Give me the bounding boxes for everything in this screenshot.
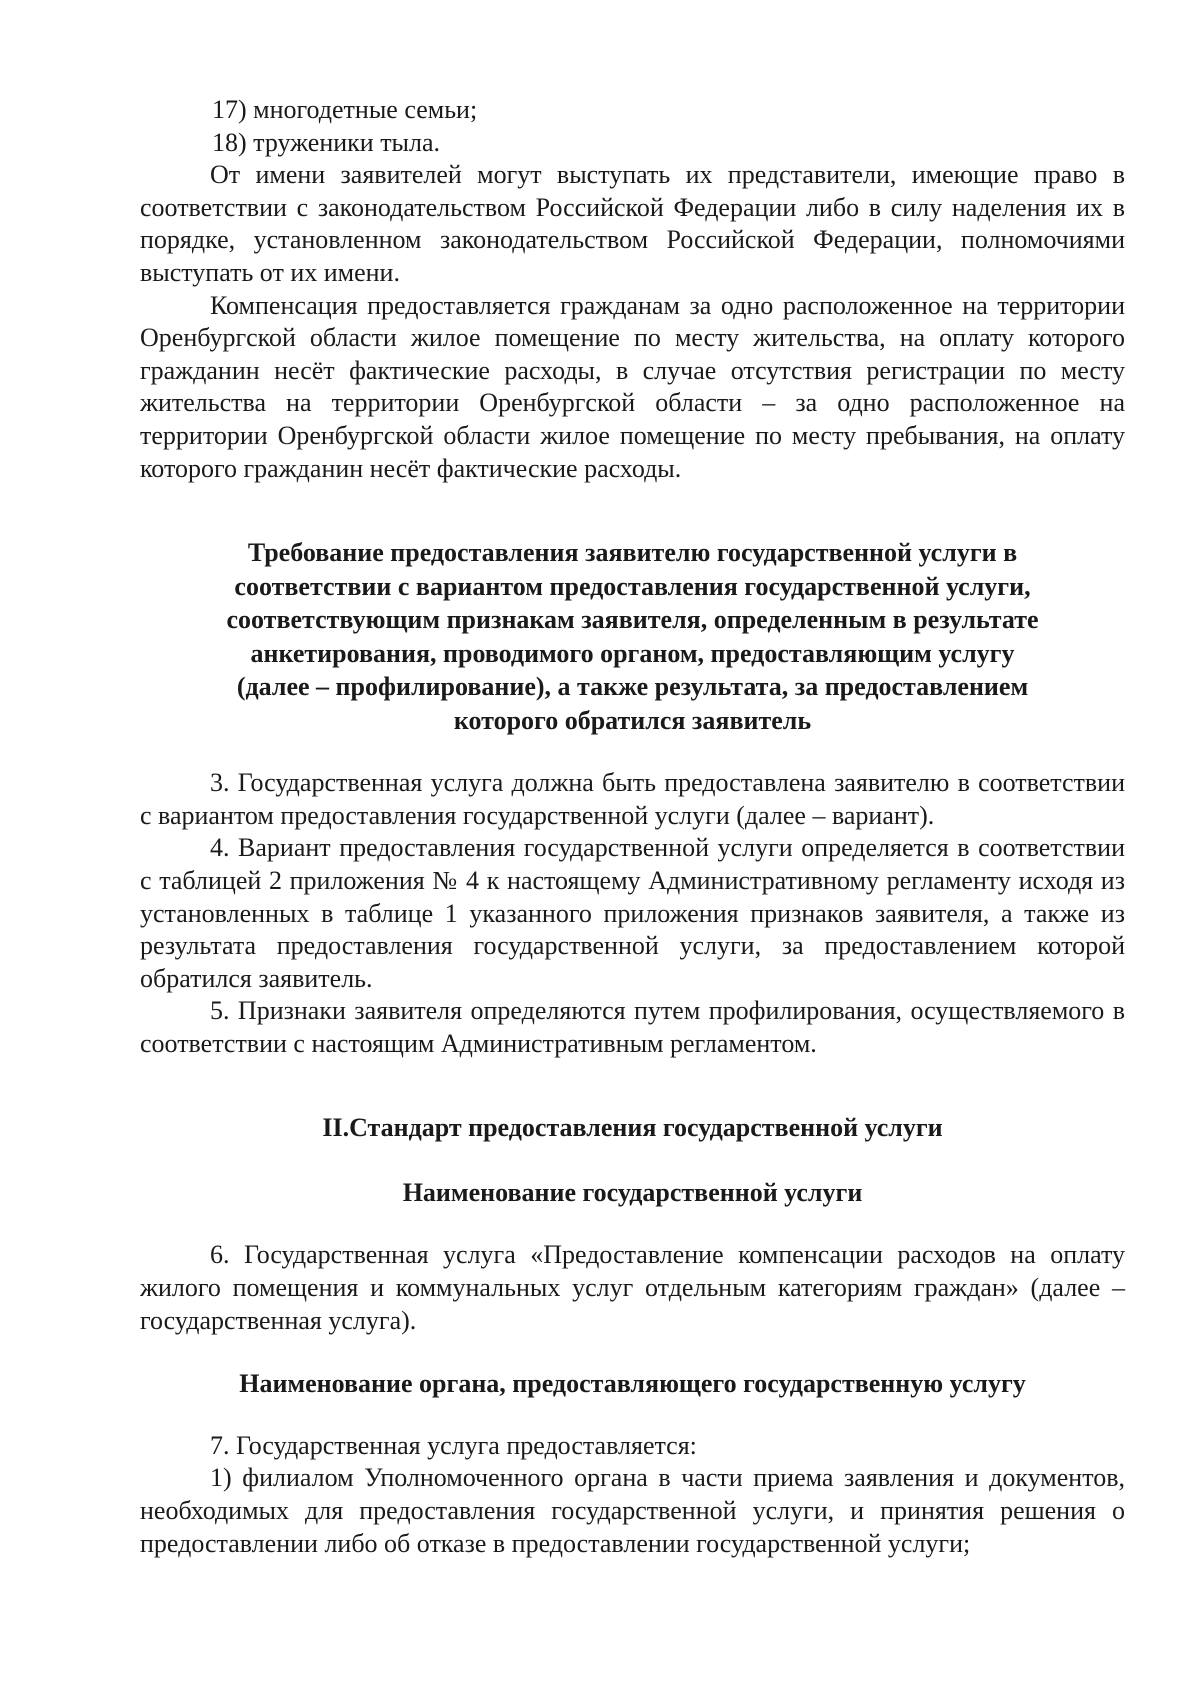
- heading-requirement-line: (далее – профилирование), а также результата, за предоставлением: [236, 672, 1029, 702]
- heading-requirement-line: соответствии с вариантом предоставления государственной услуги,: [234, 571, 1031, 601]
- section-title: II.Стандарт предоставления государственной услуги: [322, 1113, 943, 1143]
- spacer: [140, 737, 1125, 767]
- heading-requirement-line: соответствующим признакам заявителя, определенным в результате: [226, 605, 1039, 635]
- heading-requirement: [140, 536, 1125, 737]
- spacer: [140, 1145, 1125, 1176]
- paragraph-item-7-1: 1) филиалом Уполномоченного органа в части приема заявления и документов, необходимых для предоставления государственной услуги, и принятия решения о предоставлении либо об отказе в предоставлении государственной услуги;: [140, 1463, 1125, 1558]
- spacer: [140, 1337, 1125, 1367]
- document-body: [140, 94, 1125, 1560]
- paragraph-item-6: 6. Государственная услуга «Предоставление компенсации расходов на оплату жилого помещения и коммунальных услуг отдельным категориям граждан» (далее – государственная услуга).: [140, 1240, 1125, 1335]
- spacer: [140, 1209, 1125, 1239]
- spacer: [140, 485, 1125, 536]
- heading-requirement-line: анкетирования, проводимого органом, предоставляющим услугу: [250, 638, 1015, 668]
- list-item-17: 17) многодетные семьи;: [212, 95, 478, 124]
- list-item-18: 18) труженики тыла.: [212, 127, 441, 157]
- heading-authority: Наименование органа, предоставляющего государственную услугу: [239, 1369, 1026, 1399]
- paragraph-item-5: 5. Признаки заявителя определяются путем профилирования, осуществляемого в соответствии с настоящим Административным регламентом.: [140, 996, 1125, 1058]
- paragraph-item-4: 4. Вариант предоставления государственной услуги определяется в соответствии с таблицей 2 приложения № 4 к настоящему Административному регламенту исходя из установленных в таблице 1 указанного приложения признаков заявителя, а также из результата предоставления государственной услуги, за предоставлением которой обратился заявитель.: [140, 833, 1125, 993]
- heading-requirement-line: которого обратился заявитель: [453, 705, 812, 735]
- heading-requirement-line: Требование предоставления заявителю государственной услуги в: [247, 538, 1018, 568]
- paragraph-compensation: Компенсация предоставляется гражданам за одно расположенное на территории Оренбургской области жилое помещение по месту жительства, на оплату которого гражданин несёт фактические расходы, в случае отсутствия регистрации по месту жительства на территории Оренбургской области – за одно расположенное на территории Оренбургской области жилое помещение по месту пребывания, на оплату которого гражданин несёт фактические расходы.: [140, 290, 1125, 483]
- paragraph-representatives: От имени заявителей могут выступать их представители, имеющие право в соответствии с законодательством Российской Федерации либо в силу наделения их в порядке, установленном законодательством Российской Федерации, полномочиями выступать от их имени.: [140, 160, 1125, 287]
- paragraph-item-7: 7. Государственная услуга предоставляется:: [210, 1430, 697, 1460]
- heading-service-name: Наименование государственной услуги: [402, 1177, 863, 1207]
- spacer: [140, 1060, 1125, 1111]
- spacer: [140, 1401, 1125, 1430]
- paragraph-item-3: 3. Государственная услуга должна быть предоставлена заявителю в соответствии с вариантом предоставления государственной услуги (далее – вариант).: [140, 768, 1125, 830]
